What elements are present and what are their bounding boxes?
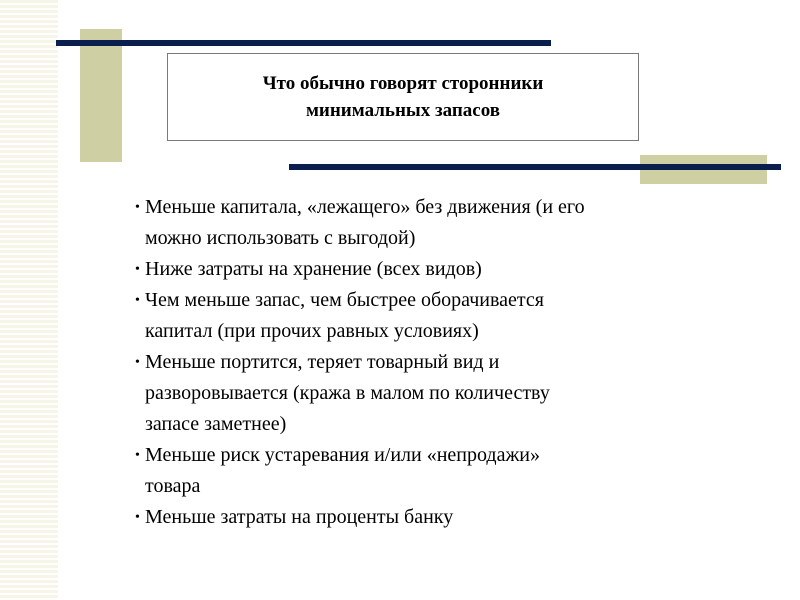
bullet-marker: • [135,293,140,308]
bullet-marker: • [135,510,140,525]
bullet-text: Чем меньше запас, чем быстрее оборачивается капитал (при прочих равных условиях) [145,289,544,342]
bullet-item [135,502,765,533]
decorative-navy-line-top [56,40,551,46]
decorative-navy-line-bottom [289,164,781,170]
bullet-marker: • [135,262,140,277]
bullet-text: Меньше капитала, «лежащего» без движения (и его можно использовать с выгодой) [145,196,585,249]
slide-title: Что обычно говорят сторонники минимальных запасов [262,73,544,121]
bullet-marker: • [135,355,140,370]
bullet-item [135,285,765,347]
bullet-item [135,192,765,254]
bullet-marker: • [135,448,140,463]
bullet-text: Меньше риск устаревания и/или «непродажи» товара [145,444,540,497]
bullet-text: Меньше портится, теряет товарный вид и разворовывается (кража в малом по количеству запасе заметнее) [145,351,550,435]
bullet-item [135,254,765,285]
bullet-text: Меньше затраты на проценты банку [145,506,454,528]
decorative-olive-block-top [80,29,122,162]
bullet-text: Ниже затраты на хранение (всех видов) [145,258,482,280]
bullet-item [135,347,765,440]
bullet-list [135,192,765,533]
decorative-stripe-panel [0,0,58,600]
bullet-marker: • [135,200,140,215]
bullet-item [135,440,765,502]
slide-title-box [167,53,639,141]
